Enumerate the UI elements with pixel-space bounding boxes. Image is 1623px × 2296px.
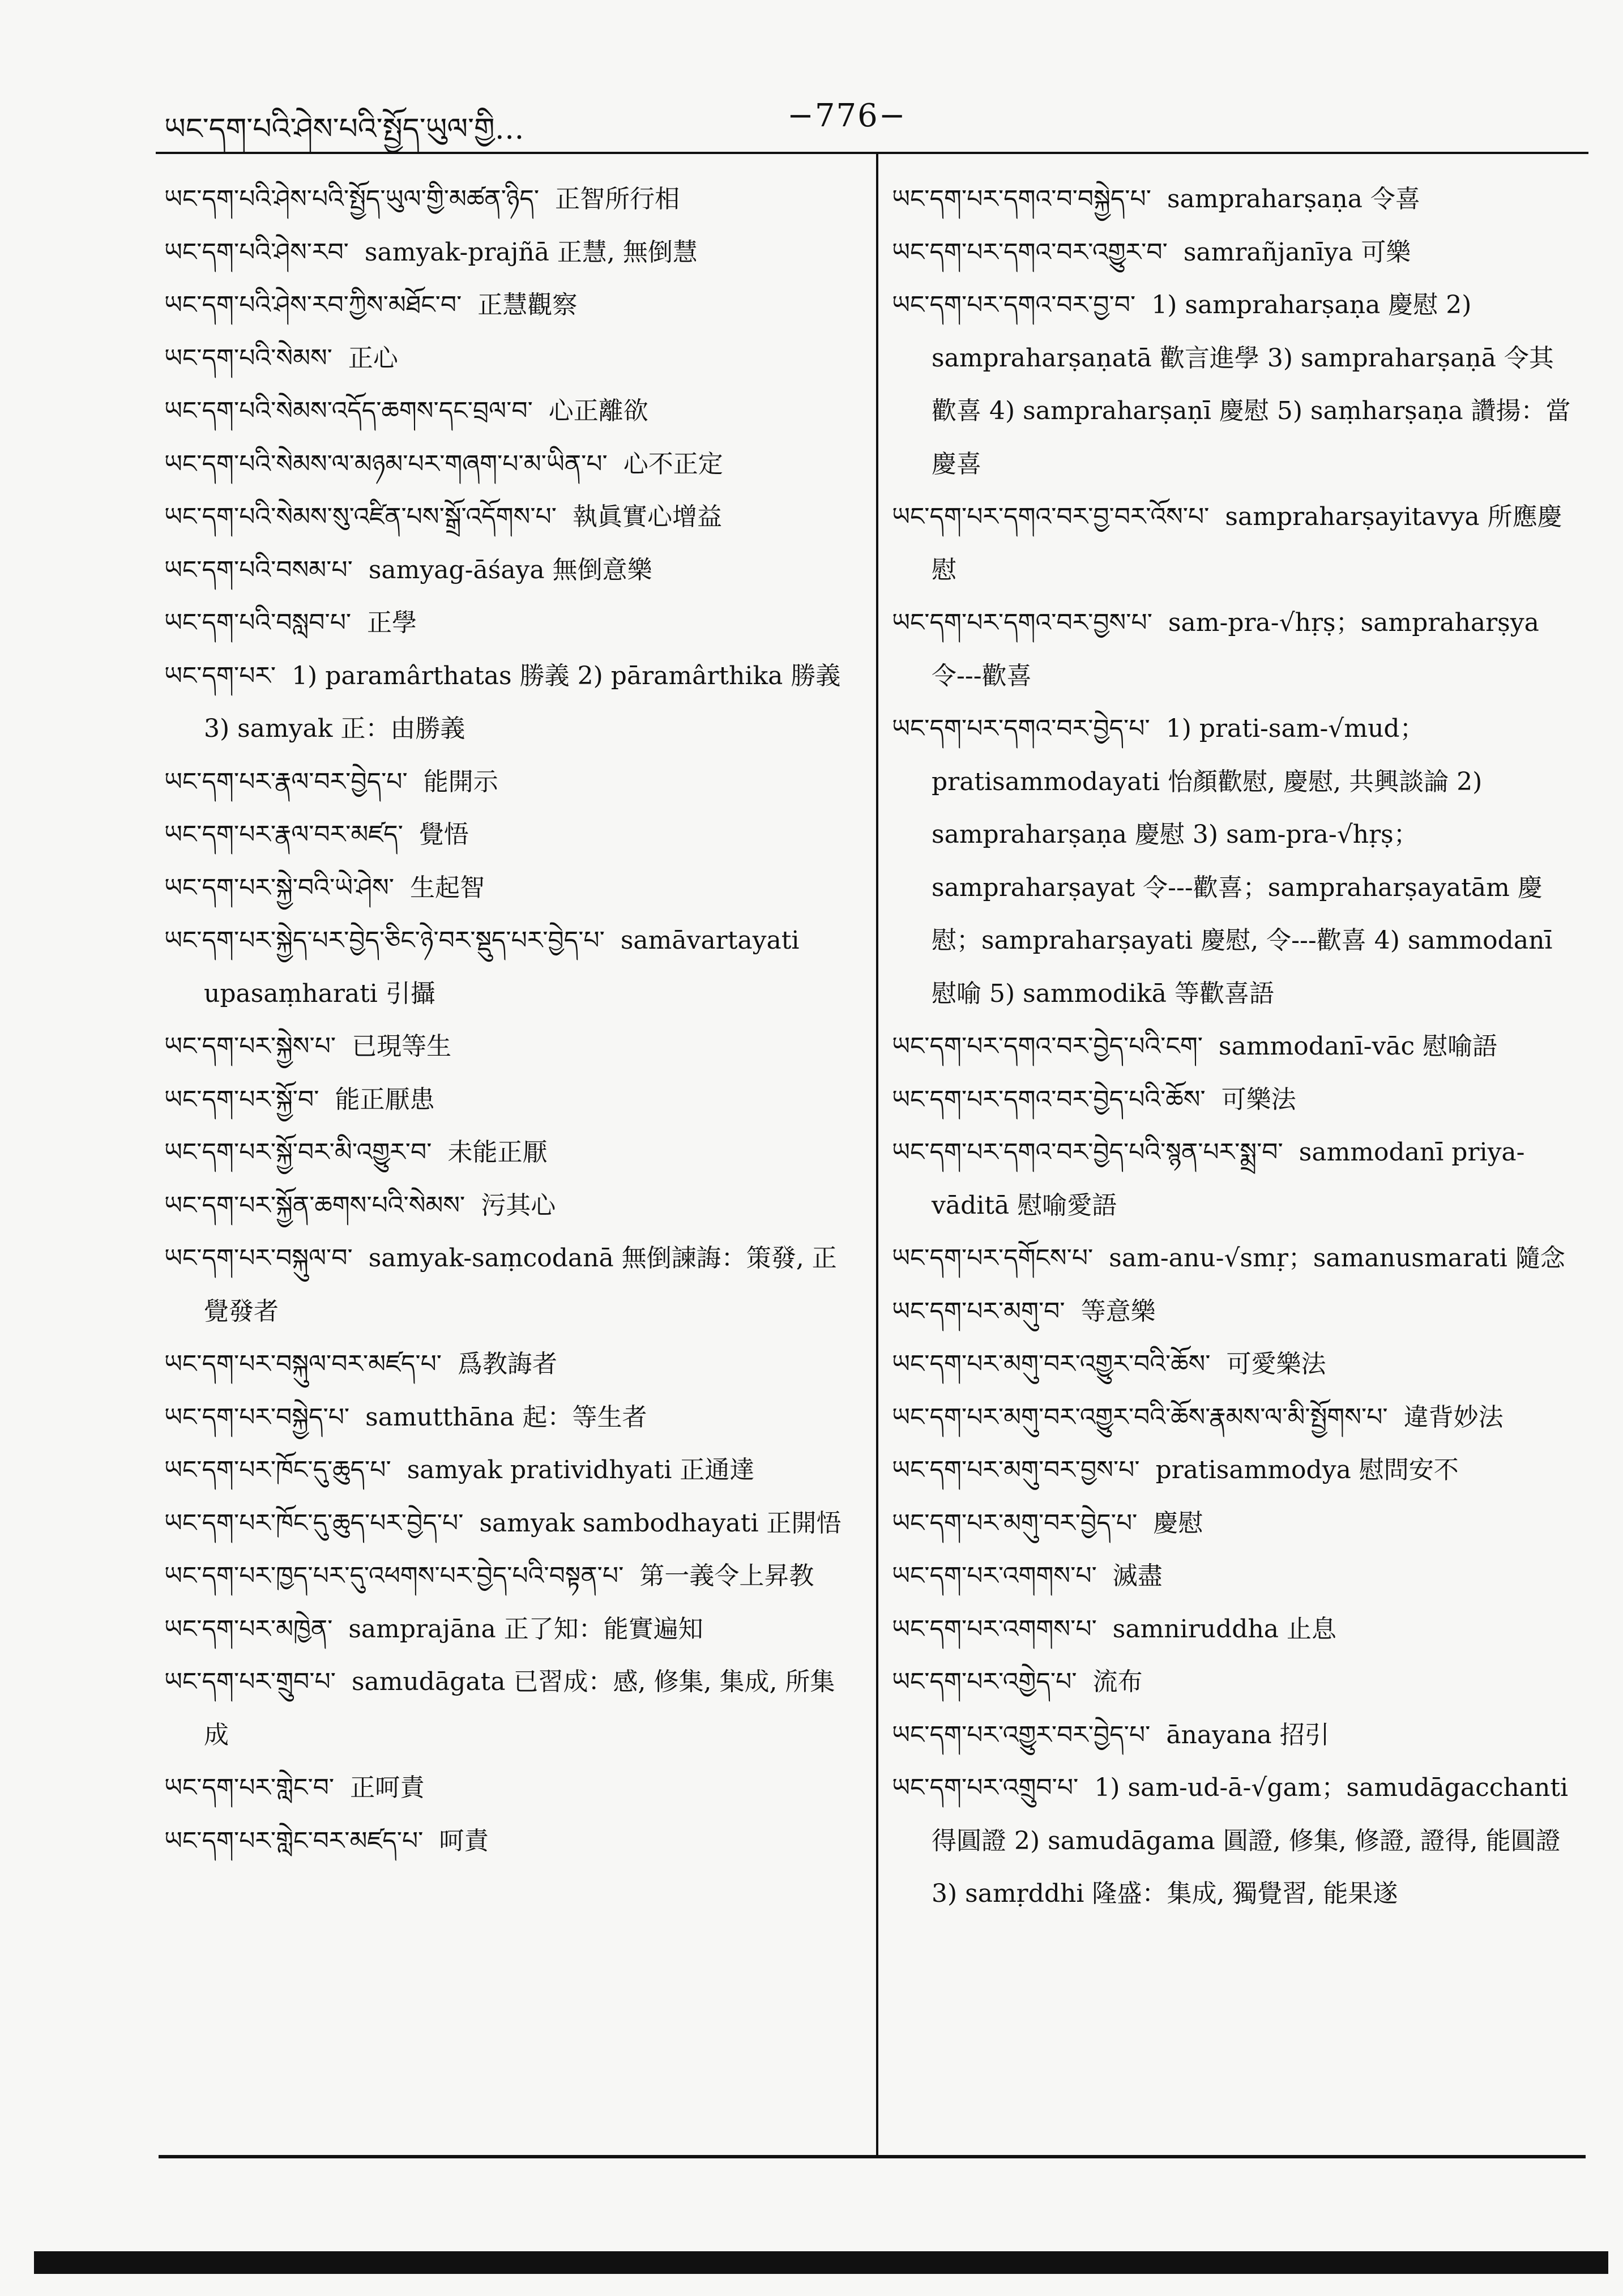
- tibetan-headword: ཡང་དག་པར་སྐྱོན་ཆགས་པའི་སེམས་: [164, 1190, 465, 1220]
- dictionary-entry: [892, 1709, 1574, 1762]
- tibetan-headword: ཡང་དག་པའི་སེམས་ལ་མཉམ་པར་གཞག་པ་མ་ཡིན་པ་: [164, 449, 608, 479]
- tibetan-headword: ཡང་དག་པར་དགའ་བར་བྱེད་པའི་ངག་: [892, 1032, 1203, 1061]
- dictionary-entry: [164, 650, 858, 756]
- entry-gloss: 爲教誨者: [458, 1350, 558, 1379]
- tibetan-headword: ཡང་དག་པའི་བསམ་པ་: [164, 555, 353, 584]
- tibetan-headword: ཡང་དག་པར་དགའ་བར་འགྱུར་བ་: [892, 237, 1168, 267]
- dictionary-entry: [164, 332, 858, 385]
- tibetan-headword: ཡང་དག་པར་ཁྱད་པར་དུ་འཕགས་པར་བྱེད་པའི་བསྟན་པ་: [164, 1561, 624, 1590]
- entry-gloss: 已現等生: [352, 1032, 452, 1061]
- tibetan-headword: ཡང་དག་པར་དགའ་བར་བྱེད་པའི་སྙན་པར་སྨྲ་བ་: [892, 1138, 1283, 1167]
- dictionary-entry: [164, 1497, 858, 1550]
- tibetan-headword: ཡང་དག་པར་དགའ་བར་བྱ་བར་འོས་པ་: [892, 502, 1210, 531]
- tibetan-headword: ཡང་དག་པར་སྐྱེ་བའི་ཡེ་ཤེས་: [164, 873, 394, 902]
- dictionary-entry: [164, 1603, 858, 1656]
- entry-gloss: 正心: [348, 343, 398, 373]
- dictionary-entry: [164, 1020, 858, 1073]
- tibetan-headword: ཡང་དག་པར་རྣལ་བར་བྱེད་པ་: [164, 767, 408, 796]
- entry-gloss: samyak-prajñā 正慧, 無倒慧: [364, 237, 698, 267]
- tibetan-headword: ཡང་དག་པའི་སེམས་སུ་འཛིན་པས་སྒྲོ་འདོགས་པ་: [164, 502, 557, 531]
- dictionary-entry: [892, 226, 1574, 279]
- entry-gloss: samyak sambodhayati 正開悟: [479, 1508, 842, 1538]
- dictionary-entry: [892, 490, 1574, 596]
- dictionary-entry: [164, 1655, 858, 1761]
- tibetan-headword: ཡང་དག་པར་སྐྱེད་པར་བྱེད་ཅིང་ཉེ་བར་སྡུད་པར་བྱེད་པ་: [164, 926, 605, 955]
- entry-gloss: 未能正厭: [447, 1138, 548, 1167]
- tibetan-headword: ཡང་དག་པའི་སེམས་འདོད་ཆགས་དང་བྲལ་བ་: [164, 396, 533, 425]
- tibetan-headword: ཡང་དག་པར་འགགས་པ་: [892, 1614, 1097, 1644]
- entry-gloss: 能正厭患: [335, 1085, 435, 1114]
- entry-gloss: 心正離欲: [548, 396, 648, 425]
- entry-gloss: 慶慰: [1153, 1508, 1203, 1538]
- tibetan-headword: ཡང་དག་པའི་ཤེས་རབ་: [164, 237, 349, 267]
- entry-gloss: 1) sam-ud-ā-√gam；samudāgacchanti 得圓證 2) samudāgama 圓證, 修集, 修證, 證得, 能圓證 3) samṛddhi 隆盛：集成, 獨覺習, 能果遂: [932, 1773, 1569, 1908]
- dictionary-entry: [164, 914, 858, 1020]
- tibetan-headword: ཡང་དག་པར་བསྐུལ་བ་: [164, 1244, 353, 1273]
- entry-gloss: sammodanī-vāc 慰喻語: [1219, 1032, 1498, 1061]
- tibetan-headword: ཡང་དག་པར་ཁོང་དུ་ཆུད་པར་བྱེད་པ་: [164, 1508, 464, 1538]
- dictionary-entry: [164, 1444, 858, 1497]
- dictionary-entry: [164, 438, 858, 491]
- tibetan-headword: ཡང་དག་པར་རྣལ་བར་མཛད་: [164, 820, 403, 849]
- entry-gloss: 污其心: [481, 1190, 556, 1220]
- right-column: [892, 173, 1574, 1921]
- dictionary-entry: [164, 1126, 858, 1179]
- dictionary-entry: [164, 385, 858, 438]
- dictionary-entry: [892, 702, 1574, 1020]
- entry-gloss: 等意樂: [1080, 1296, 1156, 1326]
- dictionary-entry: [892, 1126, 1574, 1232]
- dictionary-entry: [892, 596, 1574, 702]
- tibetan-headword: ཡང་དག་པར་: [164, 661, 276, 690]
- tibetan-headword: ཡང་དག་པར་གླེང་བར་མཛད་པ་: [164, 1826, 424, 1855]
- dictionary-entry: [164, 1232, 858, 1338]
- entry-gloss: sampraharṣaṇa 令喜: [1167, 185, 1420, 214]
- tibetan-headword: ཡང་དག་པར་སྐྱོ་བ་: [164, 1085, 319, 1114]
- entry-gloss: 生起智: [409, 873, 485, 902]
- entry-gloss: samutthāna 起：等生者: [365, 1402, 647, 1432]
- entry-gloss: pratisammodya 慰問安不: [1155, 1456, 1459, 1484]
- tibetan-headword: ཡང་དག་པར་འགགས་པ་: [892, 1561, 1097, 1590]
- tibetan-headword: ཡང་དག་པར་ཁོང་དུ་ཆུད་པ་: [164, 1456, 391, 1484]
- tibetan-headword: ཡང་དག་པར་དགོངས་པ་: [892, 1244, 1094, 1273]
- dictionary-entry: [892, 1550, 1574, 1603]
- tibetan-headword: ཡང་དག་པར་མགུ་བར་འགྱུར་བའི་ཆོས་རྣམས་ལ་མི་སྤྱོགས་པ་: [892, 1402, 1388, 1432]
- tibetan-headword: ཡང་དག་པར་དགའ་བར་བྱེད་པའི་ཆོས་: [892, 1085, 1206, 1114]
- tibetan-headword: ཡང་དག་པར་མགུ་བར་བྱས་པ་: [892, 1456, 1140, 1484]
- entry-gloss: 正智所行相: [555, 185, 680, 214]
- tibetan-headword: ཡང་དག་པར་སྐྱེས་པ་: [164, 1032, 336, 1061]
- entry-gloss: 違背妙法: [1403, 1402, 1504, 1432]
- entry-gloss: 正學: [367, 608, 417, 637]
- tibetan-headword: ཡང་དག་པར་མཁྱེན་: [164, 1614, 333, 1644]
- dictionary-entry: [164, 596, 858, 650]
- tibetan-headword: ཡང་དག་པར་འགྱུར་བར་བྱེད་པ་: [892, 1720, 1151, 1749]
- dictionary-entry: [164, 1073, 858, 1126]
- entry-gloss: 1) prati-sam-√mud；pratisammodayati 怡顏歡慰, 慶慰, 共興談論 2) sampraharṣaṇa 慶慰 3) sam-pra-√hṛṣ；sampraharṣayat 令---歡喜；sampraharṣayatām 慶慰；sampraharṣayati 慶慰, 令---歡喜 4) sammodanī 慰喻 5) sammodikā 等歡喜語: [932, 714, 1553, 1008]
- tibetan-headword: ཡང་དག་པར་མགུ་བ་: [892, 1296, 1065, 1326]
- dictionary-entry: [892, 1391, 1574, 1444]
- entry-gloss: samyak pratividhyati 正通達: [407, 1456, 755, 1484]
- dictionary-entry: [892, 1603, 1574, 1656]
- entry-gloss: 可愛樂法: [1226, 1350, 1326, 1379]
- tibetan-headword: ཡང་དག་པར་བསྐྱེད་པ་: [164, 1402, 350, 1432]
- page-number: −776−: [787, 97, 907, 134]
- tibetan-headword: ཡང་དག་པར་མགུ་བར་འགྱུར་བའི་ཆོས་: [892, 1350, 1211, 1379]
- entry-gloss: samyak-saṃcodanā 無倒諫誨：策發, 正覺發者: [204, 1244, 837, 1326]
- tibetan-headword: ཡང་དག་པར་གྲུབ་པ་: [164, 1667, 336, 1696]
- tibetan-headword: ཡང་དག་པར་དགའ་བར་བྱས་པ་: [892, 608, 1152, 637]
- dictionary-entry: [164, 861, 858, 915]
- tibetan-headword: ཡང་དག་པར་དགའ་བར་བྱ་བ་: [892, 291, 1136, 319]
- entry-gloss: 第一義令上昇教: [639, 1561, 814, 1590]
- dictionary-entry: [164, 1815, 858, 1868]
- column-divider: [876, 154, 878, 2156]
- entry-gloss: sammodanī priya-vāditā 慰喻愛語: [932, 1138, 1525, 1220]
- dictionary-entry: [892, 1444, 1574, 1497]
- dictionary-entry: [892, 173, 1574, 226]
- tibetan-headword: ཡང་དག་པར་དགའ་བ་བསྐྱེད་པ་: [892, 185, 1151, 214]
- dictionary-entry: [164, 173, 858, 226]
- entry-gloss: 正呵責: [350, 1773, 425, 1802]
- dictionary-entry: [164, 226, 858, 279]
- entry-gloss: sam-anu-√smṛ；samanusmarati 隨念: [1109, 1244, 1565, 1273]
- dictionary-entry: [892, 279, 1574, 490]
- tibetan-headword: ཡང་དག་པར་སྐྱོ་བར་མི་འགྱུར་བ་: [164, 1138, 432, 1167]
- entry-gloss: samudāgata 已習成：感, 修集, 集成, 所集成: [204, 1667, 835, 1749]
- bottom-rule: [159, 2155, 1586, 2158]
- dictionary-entry: [164, 1391, 858, 1444]
- entry-gloss: samniruddha 止息: [1112, 1614, 1337, 1644]
- entry-gloss: 心不正定: [623, 449, 723, 479]
- dictionary-entry: [164, 808, 858, 861]
- entry-gloss: samprajāna 正了知：能實遍知: [348, 1614, 703, 1644]
- entry-gloss: sampraharṣayitavya 所應慶慰: [932, 502, 1562, 584]
- dictionary-entry: [892, 1232, 1574, 1285]
- scan-edge-band: [34, 2251, 1608, 2274]
- entry-gloss: 可樂法: [1221, 1085, 1296, 1114]
- running-header: ཡང་དག་པའི་ཤེས་པའི་སྤྱོད་ཡུལ་གྱི…: [164, 112, 524, 146]
- dictionary-entry: [164, 1550, 858, 1603]
- tibetan-headword: ཡང་དག་པར་མགུ་བར་བྱེད་པ་: [892, 1508, 1138, 1538]
- top-rule: [156, 152, 1588, 154]
- tibetan-headword: ཡང་དག་པའི་ཤེས་པའི་སྤྱོད་ཡུལ་གྱི་མཚན་ཉིད་: [164, 185, 540, 214]
- dictionary-entry: [164, 1179, 858, 1232]
- dictionary-entry: [892, 1338, 1574, 1391]
- entry-gloss: ānayana 招引: [1166, 1720, 1330, 1749]
- left-column: [164, 173, 858, 1867]
- dictionary-entry: [164, 1761, 858, 1815]
- tibetan-headword: ཡང་དག་པར་གླེང་བ་: [164, 1773, 335, 1802]
- tibetan-headword: ཡང་དག་པའི་ཤེས་རབ་ཀྱིས་མཐོང་བ་: [164, 291, 462, 319]
- tibetan-headword: ཡང་དག་པར་འགྱེད་པ་: [892, 1667, 1077, 1696]
- entry-gloss: 正慧觀察: [477, 291, 578, 319]
- tibetan-headword: ཡང་དག་པར་འགྲུབ་པ་: [892, 1773, 1079, 1802]
- dictionary-entry: [164, 279, 858, 332]
- entry-gloss: 1) paramârthatas 勝義 2) pāramârthika 勝義 3) samyak 正：由勝義: [204, 661, 841, 743]
- entry-gloss: 流布: [1092, 1667, 1143, 1696]
- dictionary-entry: [892, 1497, 1574, 1550]
- dictionary-entry: [164, 756, 858, 809]
- entry-gloss: samyag-āśaya 無倒意樂: [368, 555, 652, 584]
- entry-gloss: samāvartayati upasaṃharati 引攝: [204, 926, 800, 1008]
- tibetan-headword: ཡང་དག་པའི་སེམས་: [164, 343, 332, 373]
- dictionary-entry: [164, 490, 858, 544]
- dictionary-entry: [892, 1020, 1574, 1073]
- entry-gloss: sam-pra-√hṛṣ；sampraharṣya 令---歡喜: [932, 608, 1539, 690]
- dictionary-entry: [892, 1285, 1574, 1338]
- entry-gloss: samrañjanīya 可樂: [1183, 237, 1411, 267]
- entry-gloss: 覺悟: [418, 820, 469, 849]
- tibetan-headword: ཡང་དག་པའི་བསླབ་པ་: [164, 608, 352, 637]
- entry-gloss: 1) sampraharṣaṇa 慶慰 2) sampraharṣaṇatā 歡言進學 3) sampraharṣaṇā 令其歡喜 4) sampraharṣaṇī 慶慰 5) saṃharṣaṇa 讚揚：當慶喜: [932, 291, 1571, 479]
- entry-gloss: 能開示: [423, 767, 498, 796]
- dictionary-entry: [164, 1338, 858, 1391]
- dictionary-entry: [892, 1073, 1574, 1126]
- dictionary-entry: [892, 1761, 1574, 1921]
- dictionary-entry: [164, 544, 858, 597]
- tibetan-headword: ཡང་དག་པར་དགའ་བར་བྱེད་པ་: [892, 714, 1150, 743]
- entry-gloss: 滅盡: [1112, 1561, 1163, 1590]
- dictionary-entry: [892, 1655, 1574, 1709]
- entry-gloss: 呵責: [439, 1826, 489, 1855]
- entry-gloss: 執眞實心增益: [572, 502, 722, 531]
- tibetan-headword: ཡང་དག་པར་བསྐུལ་བར་མཛད་པ་: [164, 1350, 442, 1379]
